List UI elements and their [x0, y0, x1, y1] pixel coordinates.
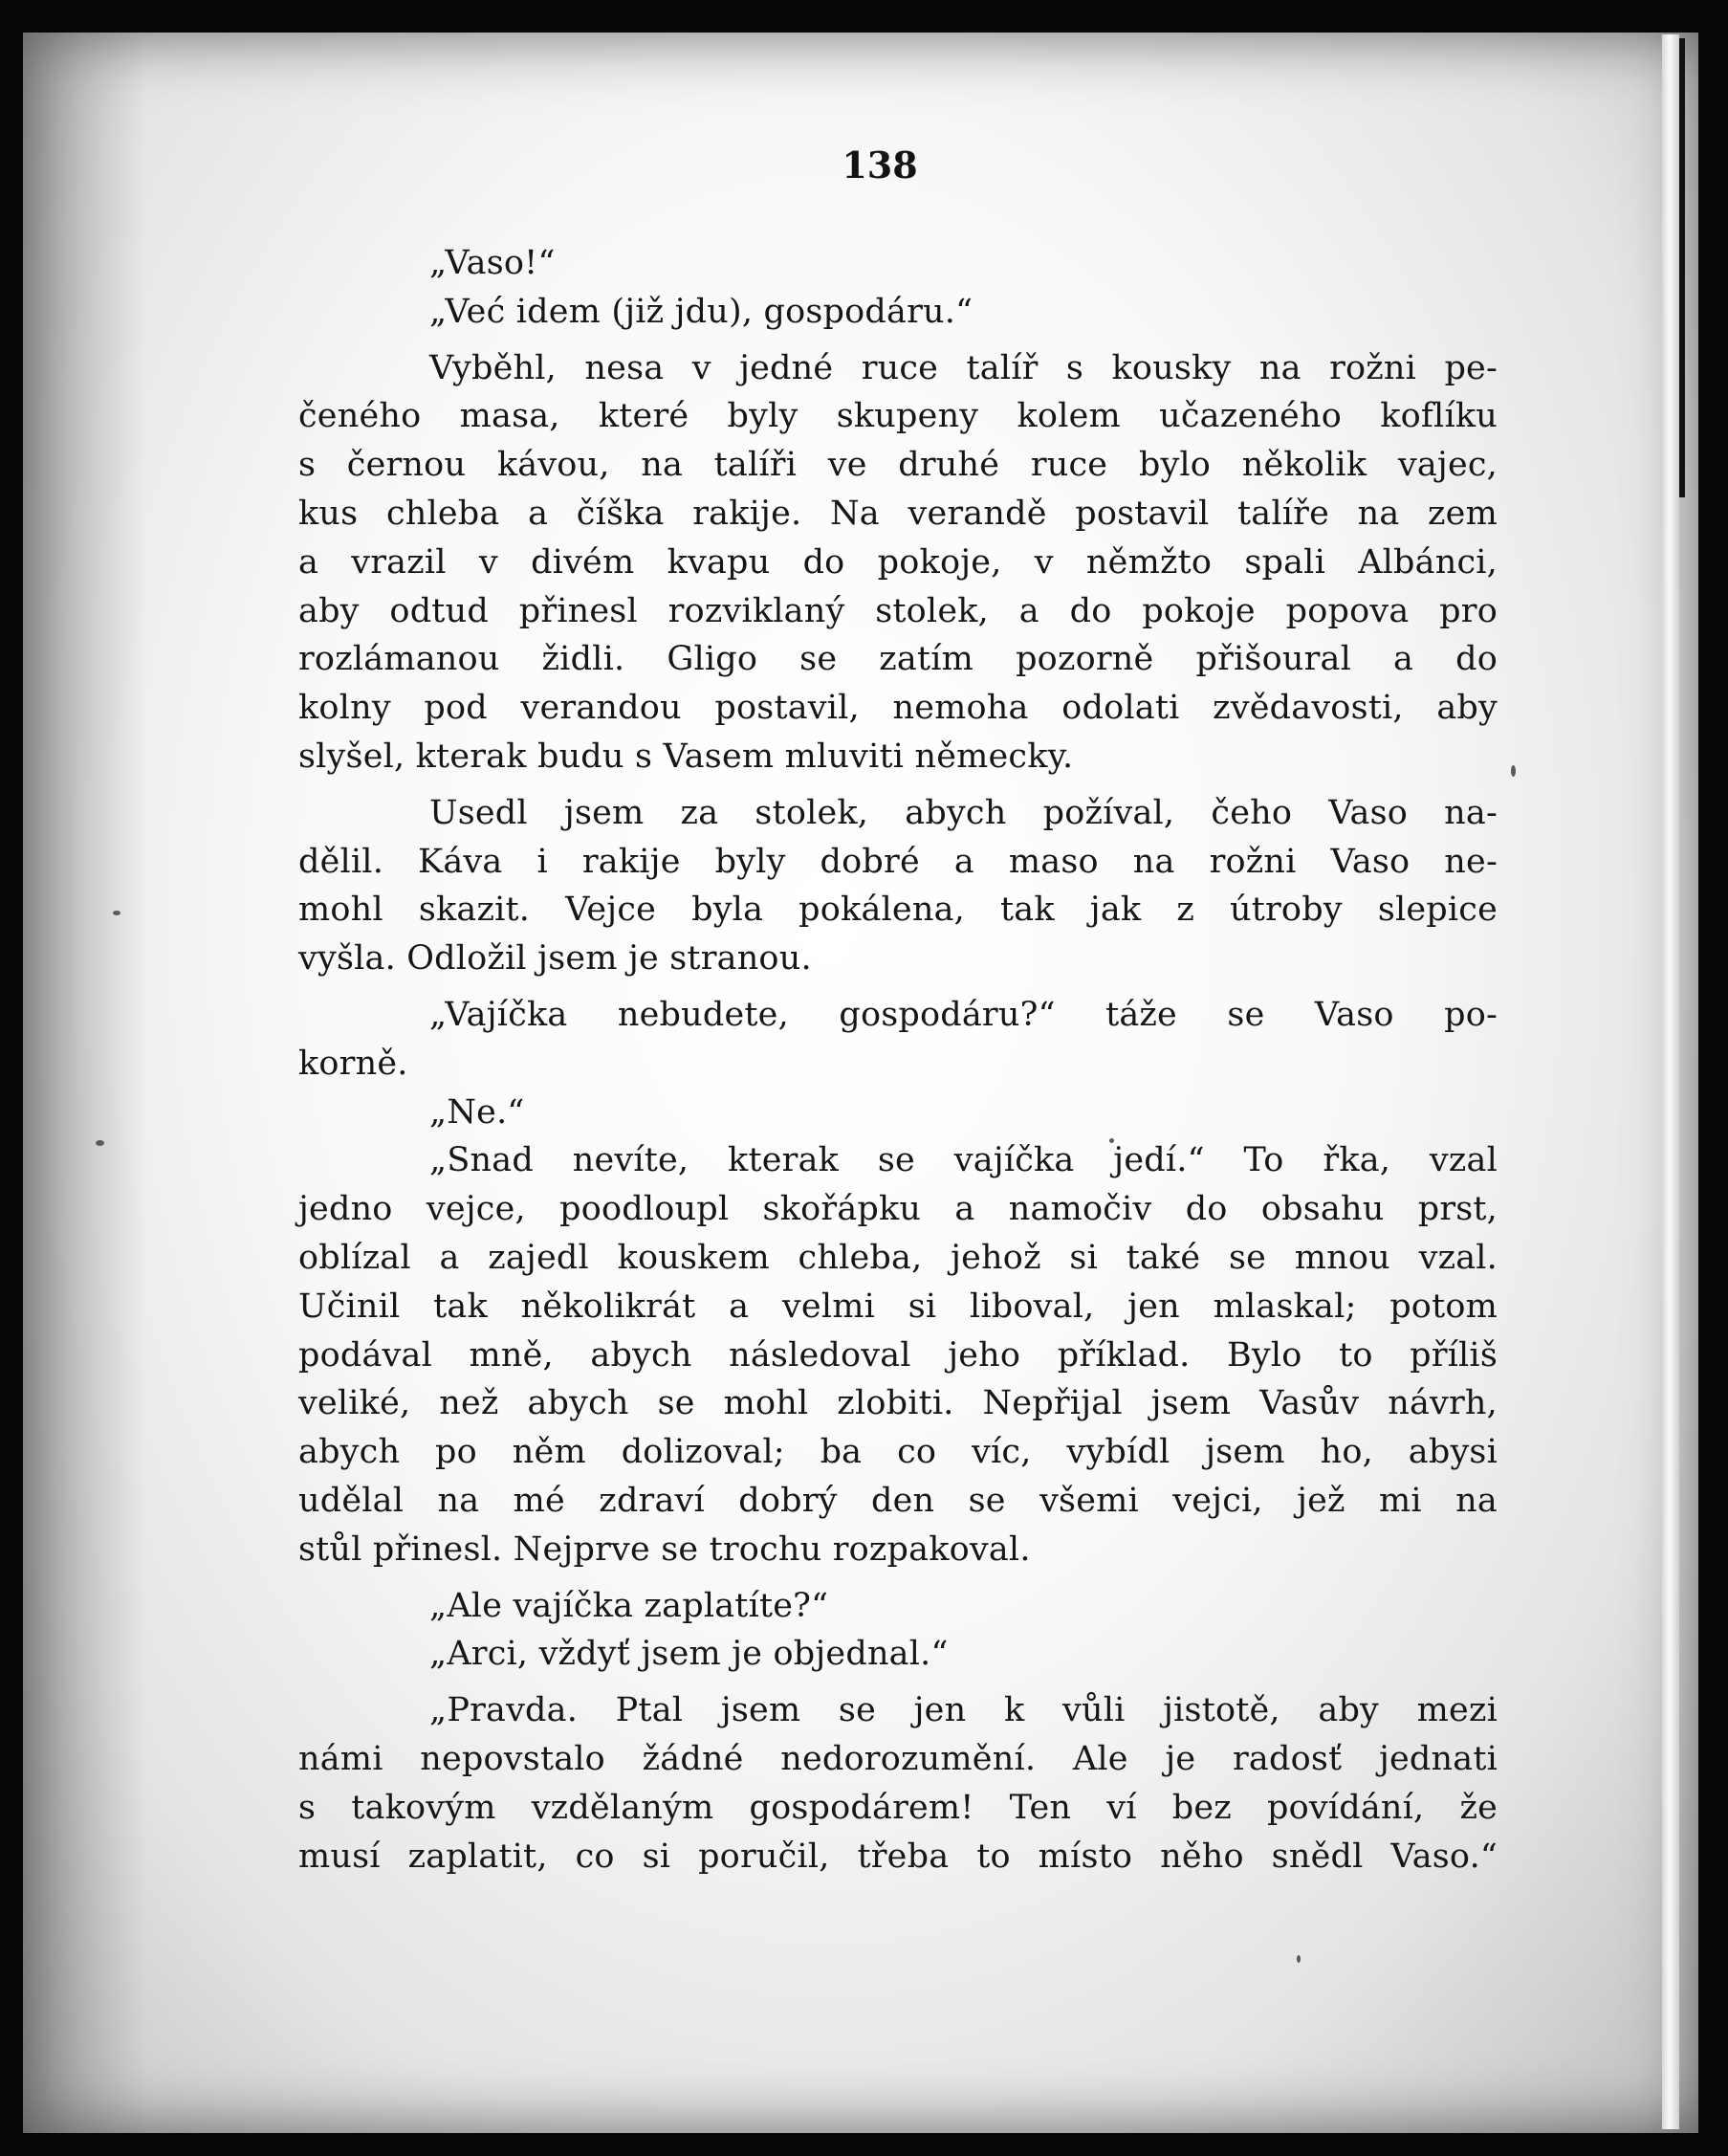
- paragraph: [298, 789, 1498, 983]
- paragraph: [298, 1089, 1498, 1137]
- paragraph: [298, 1630, 1498, 1679]
- text-line: aby odtud přinesl rozviklaný stolek, a do pokoje popova pro: [298, 591, 1498, 630]
- paragraph: [298, 1136, 1498, 1573]
- text-line: s takovým vzdělaným gospodárem! Ten ví bez povídání, že: [298, 1788, 1498, 1827]
- paragraph: [298, 344, 1498, 781]
- text-line: mohl skazit. Vejce byla pokálena, tak jak z útroby slepice: [298, 891, 1498, 930]
- text-line: dělil. Káva i rakije byly dobré a maso na rožni Vaso ne-: [298, 842, 1498, 881]
- paper-speck: [96, 1140, 104, 1146]
- paragraph: [298, 239, 1498, 288]
- text-line: „Vajíčka nebudete, gospodáru?“ táže se Vaso po-: [429, 995, 1498, 1034]
- page-number: 138: [842, 143, 918, 187]
- text-line: Učinil tak několikrát a velmi si liboval, jen mlaskal; potom: [298, 1287, 1498, 1326]
- page-edge: [1662, 34, 1679, 2129]
- text-line: rozlámanou židli. Gligo se zatím pozorně přišoural a do: [298, 640, 1498, 679]
- text-line: námi nepovstalo žádné nedorozumění. Ale je radosť jednati: [298, 1739, 1498, 1778]
- text-line: kolny pod verandou postavil, nemoha odolati zvědavosti, aby: [298, 689, 1498, 728]
- text-line: vyšla. Odložil jsem je stranou.: [298, 939, 812, 979]
- text-line: „Ne.“: [429, 1092, 525, 1132]
- paper-speck: [1511, 765, 1516, 777]
- text-line: oblízal a zajedl kouskem chleba, jehož si také se mnou vzal.: [298, 1238, 1498, 1277]
- text-line: „Vaso!“: [429, 244, 556, 282]
- paragraph: [298, 991, 1498, 1089]
- text-line: podával mně, abych následoval jeho příklad. Bylo to příliš: [298, 1335, 1498, 1375]
- binding-shadow: [23, 33, 147, 2133]
- text-line: Usedl jsem za stolek, abych požíval, čeho Vaso na-: [429, 793, 1498, 832]
- text-line: „Ale vajíčka zaplatíte?“: [429, 1586, 829, 1625]
- text-line: slyšel, kterak budu s Vasem mluviti německy.: [298, 737, 1074, 776]
- text-line: „Već idem (již jdu), gospodáru.“: [429, 292, 973, 331]
- body-text: [298, 239, 1498, 1881]
- paper-speck: [1297, 1955, 1301, 1963]
- text-line: čeného masa, které byly skupeny kolem učazeného koflíku: [298, 397, 1498, 436]
- paper-speck: [113, 911, 120, 915]
- paragraph: [298, 1686, 1498, 1881]
- text-line: stůl přinesl. Nejprve se trochu rozpakoval.: [298, 1529, 1031, 1569]
- text-line: jedno vejce, poodloupl skořápku a namočiv do obsahu prst,: [298, 1190, 1498, 1229]
- paragraph: [298, 1582, 1498, 1631]
- text-line: musí zaplatit, co si poručil, třeba to místo něho snědl Vaso.“: [298, 1837, 1498, 1876]
- text-line: kus chleba a číška rakije. Na verandě postavil talíře na zem: [298, 494, 1498, 533]
- edge-shadow-line: [1679, 38, 1685, 497]
- text-line: „Arci, vždyť jsem je objednal.“: [429, 1635, 949, 1674]
- text-line: udělal na mé zdraví dobrý den se všemi vejci, jež mi na: [298, 1481, 1498, 1520]
- text-line: abych po něm dolizoval; ba co víc, vybídl jsem ho, abysi: [298, 1433, 1498, 1472]
- text-line: a vrazil v divém kvapu do pokoje, v němžto spali Albánci,: [298, 542, 1498, 582]
- paragraph: [298, 288, 1498, 337]
- text-line: veliké, než abych se mohl zlobiti. Nepřijal jsem Vasův návrh,: [298, 1384, 1498, 1423]
- text-line: s černou kávou, na talíři ve druhé ruce bylo několik vajec,: [298, 446, 1498, 485]
- text-line: Vyběhl, nesa v jedné ruce talíř s kousky na rožni pe-: [429, 348, 1498, 387]
- text-line: „Pravda. Ptal jsem se jen k vůli jistotě, aby mezi: [429, 1691, 1498, 1730]
- text-line: „Snad nevíte, kterak se vajíčka jedí.“ To řka, vzal: [429, 1141, 1498, 1180]
- text-line: korně.: [298, 1044, 408, 1083]
